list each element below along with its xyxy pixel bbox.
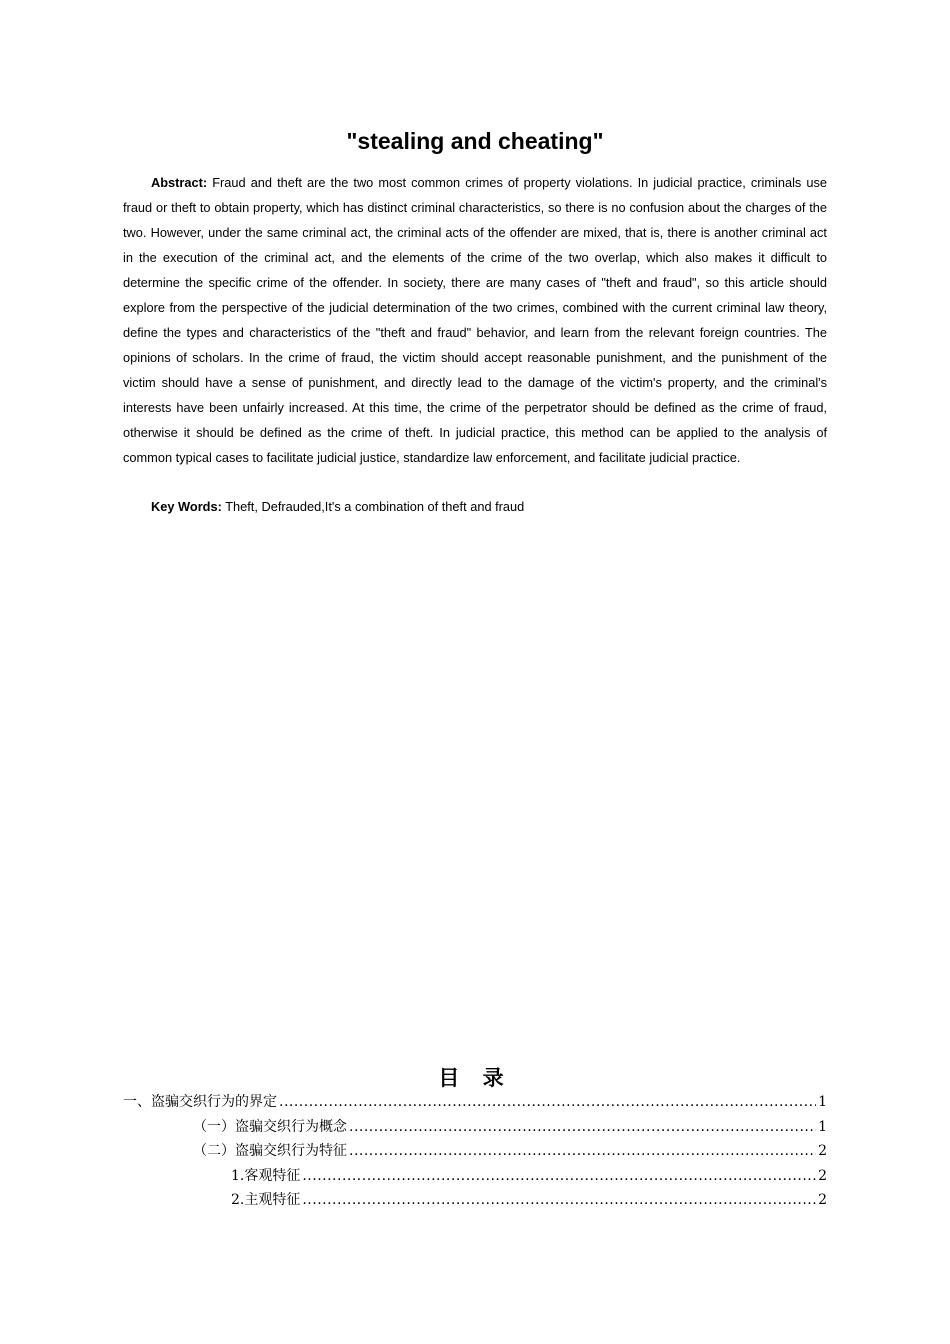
toc-page-number: 1	[818, 1094, 827, 1110]
toc-dot-leader	[279, 1090, 816, 1115]
toc-entry[interactable]	[123, 1090, 827, 1115]
toc-entry[interactable]	[123, 1188, 827, 1213]
toc-entry[interactable]	[123, 1139, 827, 1164]
table-of-contents	[123, 1090, 827, 1213]
toc-page-number: 2	[818, 1167, 827, 1184]
toc-dot-leader	[302, 1188, 816, 1213]
toc-dot-leader	[349, 1139, 816, 1164]
paper-title: "stealing and cheating"	[346, 128, 604, 154]
toc-entry-label: 1.客观特征	[231, 1167, 301, 1184]
toc-title: 目 录	[438, 1065, 512, 1090]
toc-dot-leader	[349, 1115, 816, 1140]
keywords-label: Key Words:	[151, 499, 222, 514]
toc-dot-leader	[302, 1164, 816, 1189]
toc-entry[interactable]	[123, 1164, 827, 1189]
toc-page-number: 1	[818, 1118, 827, 1135]
abstract-paragraph	[123, 170, 827, 470]
abstract-text: Fraud and theft are the two most common crimes of property violations. In judicial practice, criminals use fraud or theft to obtain property, which has distinct criminal characteristics, so there is no confusion about the charges of the two. However, under the same criminal act, the criminal acts of the offender are mixed, that is, there is another criminal act in the execution of the criminal act, and the elements of the crime of the two overlap, which also makes it difficult to determine the specific crime of the offender. In society, there are many cases of "theft and fraud", so this article should explore from the perspective of the judicial determination of the two crimes, combined with the current criminal law theory, define the types and characteristics of the "theft and fraud" behavior, and learn from the relevant foreign countries. The opinions of scholars. In the crime of fraud, the victim should accept reasonable punishment, and the punishment of the victim should have a sense of punishment, and directly lead to the damage of the victim's property, and the criminal's interests have been unfairly increased. At this time, the crime of the perpetrator should be defined as the crime of fraud, otherwise it should be defined as the crime of theft. In judicial practice, this method can be applied to the analysis of common typical cases to facilitate judicial justice, standardize law enforcement, and facilitate judicial practice.	[123, 175, 827, 465]
toc-entry-label: 一、盗骗交织行为的界定	[123, 1094, 277, 1110]
toc-entry-label: （一）盗骗交织行为概念	[193, 1118, 347, 1135]
toc-page-number: 2	[818, 1192, 827, 1208]
abstract-label: Abstract:	[151, 175, 208, 190]
toc-entry-label: 2.主观特征	[231, 1192, 301, 1208]
toc-page-number: 2	[818, 1143, 827, 1159]
keywords-paragraph	[123, 494, 827, 519]
toc-entry[interactable]	[123, 1115, 827, 1140]
keywords-text: Theft, Defrauded,It's a combination of theft and fraud	[221, 499, 525, 514]
toc-entry-label: （二）盗骗交织行为特征	[193, 1143, 347, 1159]
